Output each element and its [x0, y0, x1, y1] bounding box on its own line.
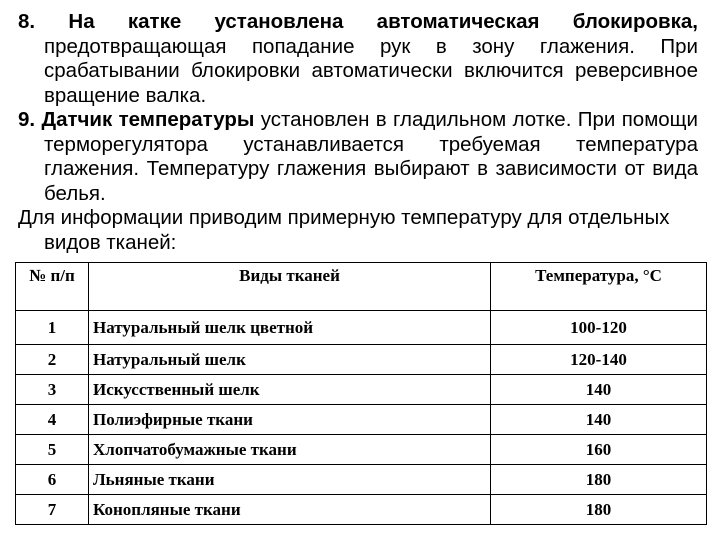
table-row: [16, 375, 707, 405]
row-num: 7: [16, 495, 89, 525]
row-num: 2: [16, 345, 89, 375]
temperature-table-wrap: [15, 262, 706, 525]
row-num: 4: [16, 405, 89, 435]
item-9-number: 9.: [18, 108, 36, 131]
row-fabric: Полиэфирные ткани: [89, 405, 491, 435]
row-temp: 160: [491, 435, 707, 465]
table-row: [16, 435, 707, 465]
row-temp: 120-140: [491, 345, 707, 375]
row-temp: 180: [491, 465, 707, 495]
instructions-text: [18, 10, 698, 255]
row-fabric: Конопляные ткани: [89, 495, 491, 525]
table-row: [16, 345, 707, 375]
row-num: 1: [16, 311, 89, 345]
info-paragraph: Для информации приводим примерную температуру для отдельных видов тканей:: [18, 206, 670, 254]
row-fabric: Искусственный шелк: [89, 375, 491, 405]
row-fabric: Хлопчатобумажные ткани: [89, 435, 491, 465]
row-num: 3: [16, 375, 89, 405]
table-row: [16, 495, 707, 525]
row-num: 6: [16, 465, 89, 495]
row-temp: 100-120: [491, 311, 707, 345]
row-fabric: Натуральный шелк: [89, 345, 491, 375]
table-row: [16, 405, 707, 435]
row-fabric: Льняные ткани: [89, 465, 491, 495]
item-9-text: установлен в гладильном лотке. При помощи терморегулятора устанавливается требуемая температура глажения. Температуру глажения выбирают в зависимости от вида белья.: [44, 108, 699, 205]
table-row: [16, 311, 707, 345]
item-8-bold-text: На катке установлена автоматическая блокировка,: [68, 10, 698, 33]
table-header-row: [16, 263, 707, 311]
header-temp: Температура, °С: [491, 263, 707, 311]
row-temp: 140: [491, 405, 707, 435]
row-fabric: Натуральный шелк цветной: [89, 311, 491, 345]
item-8-number: 8.: [18, 10, 36, 33]
row-temp: 180: [491, 495, 707, 525]
row-temp: 140: [491, 375, 707, 405]
header-fabric: Виды тканей: [89, 263, 491, 311]
header-num: № п/п: [16, 263, 89, 311]
item-8-text: предотвращающая попадание рук в зону глажения. При срабатывании блокировки автоматически включится реверсивное вращение валка.: [44, 34, 698, 107]
item-8-paragraph: [18, 10, 698, 108]
row-num: 5: [16, 435, 89, 465]
temperature-table: [15, 262, 707, 525]
item-9-paragraph: [18, 108, 698, 206]
table-row: [16, 465, 707, 495]
item-9-bold-text: Датчик температуры: [41, 108, 255, 131]
